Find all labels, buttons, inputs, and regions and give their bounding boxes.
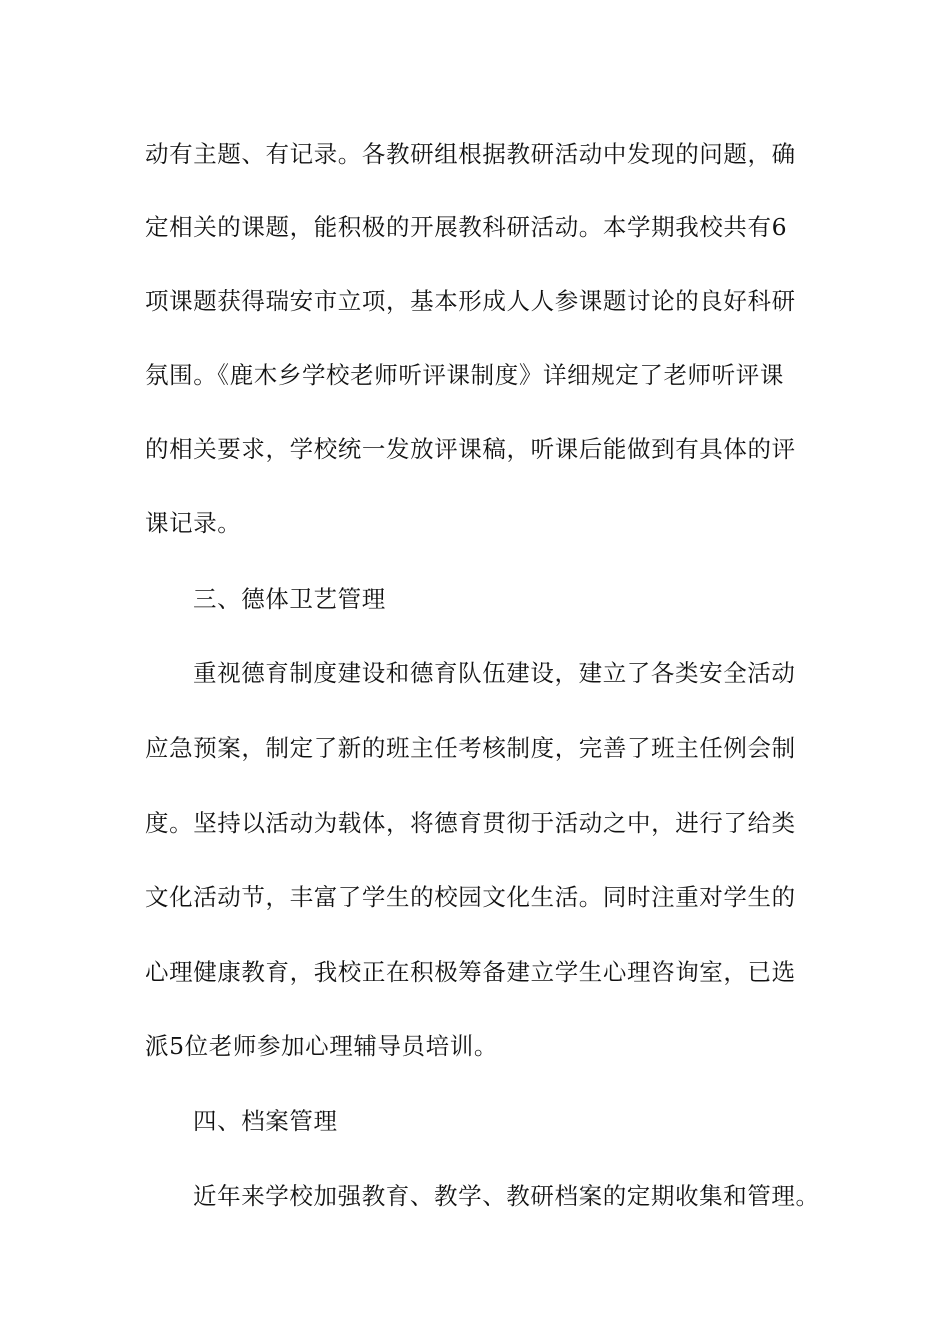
paragraph-line: 度。坚持以活动为载体，将德育贯彻于活动之中，进行了给类 — [145, 809, 796, 837]
paragraph-line: 重视德育制度建设和德育队伍建设，建立了各类安全活动 — [193, 659, 796, 687]
paragraph-line: 派5位老师参加心理辅导员培训。 — [145, 1032, 498, 1060]
paragraph-line: 应急预案，制定了新的班主任考核制度，完善了班主任例会制 — [145, 734, 796, 762]
paragraph-line: 心理健康教育，我校正在积极筹备建立学生心理咨询室，已选 — [145, 958, 796, 986]
section-heading: 四、档案管理 — [193, 1107, 338, 1135]
paragraph-line: 项课题获得瑞安市立项，基本形成人人参课题讨论的良好科研 — [145, 287, 796, 315]
paragraph-line: 氛围。《鹿木乡学校老师听评课制度》详细规定了老师听评课 — [145, 361, 784, 389]
paragraph-line: 文化活动节，丰富了学生的校园文化生活。同时注重对学生的 — [145, 883, 796, 911]
paragraph-line: 近年来学校加强教育、教学、教研档案的定期收集和管理。 — [193, 1182, 820, 1210]
paragraph-line: 定相关的课题，能积极的开展教科研活动。本学期我校共有6 — [145, 213, 788, 241]
section-heading: 三、德体卫艺管理 — [193, 585, 386, 613]
paragraph-line: 动有主题、有记录。各教研组根据教研活动中发现的问题，确 — [145, 140, 796, 168]
paragraph-line: 的相关要求，学校统一发放评课稿，听课后能做到有具体的评 — [145, 435, 796, 463]
paragraph-line: 课记录。 — [145, 509, 242, 537]
